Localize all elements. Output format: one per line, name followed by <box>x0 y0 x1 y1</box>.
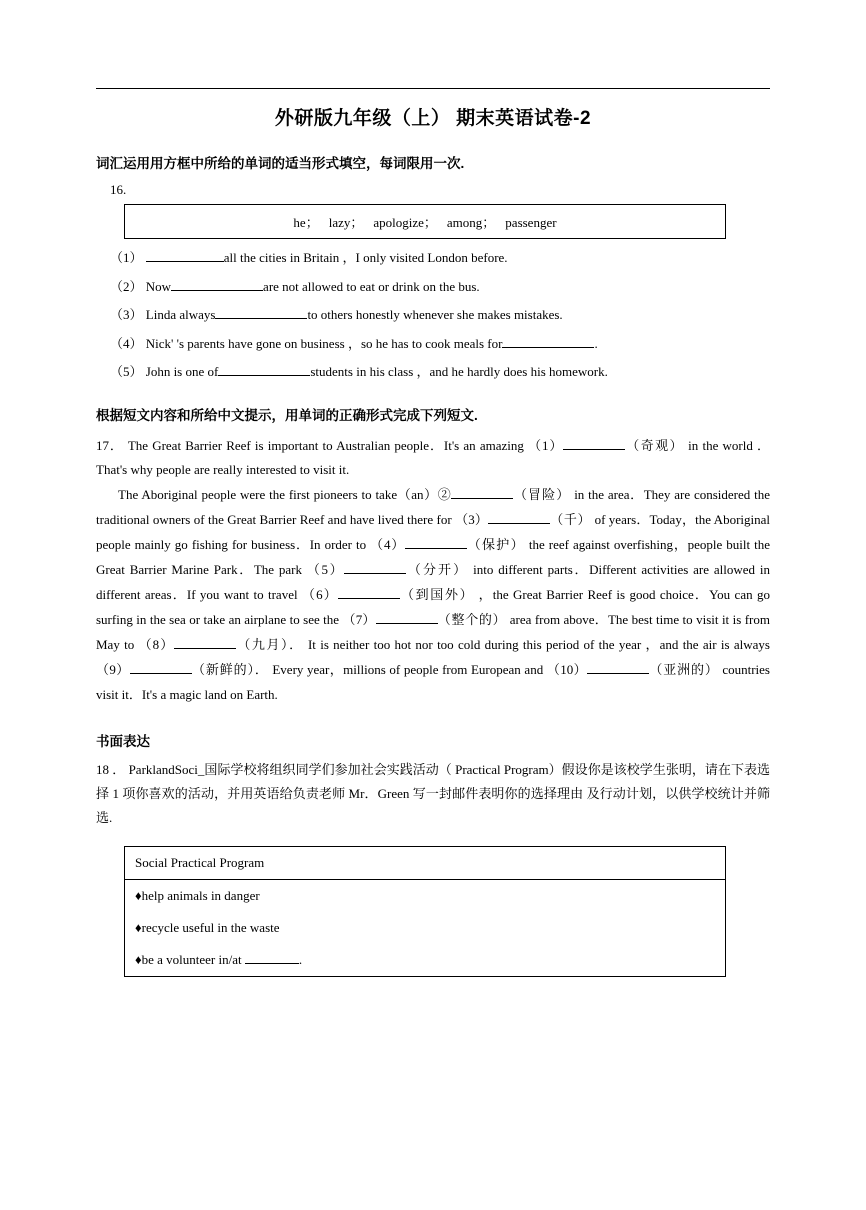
item-text-before: Nick' 's parents have gone on business ，so he has to cook meals for <box>145 335 503 351</box>
question-number-16: 16. <box>110 182 127 197</box>
answer-blank[interactable] <box>218 375 310 376</box>
word-bank-item: he； <box>293 215 319 230</box>
passage-text: The Aboriginal people were the first pioneers to take（an） <box>118 487 438 503</box>
writing-prompt <box>96 758 770 830</box>
word-bank-item: apologize； <box>373 215 437 230</box>
section-heading-vocabulary: 词汇运用用方框中所给的单词的适当形式填空，每词限用一次. <box>96 156 465 171</box>
chinese-hint: （保护） <box>466 537 525 553</box>
passage-text: into different parts．Different activities are allowed in different areas．If you want to travel <box>96 562 770 603</box>
chinese-hint: （整个的） <box>437 612 507 628</box>
chinese-hint: （奇观） <box>625 437 684 453</box>
fill-item-5 <box>110 362 770 382</box>
chinese-hint: （新鲜的）． <box>191 662 269 678</box>
passage-text: countries visit it．It's a magic land on Earth. <box>96 662 770 703</box>
blank-number: （6） <box>301 587 338 603</box>
item-text: are not allowed to eat or drink on the bus. <box>263 278 480 294</box>
writing-prompt-text: ParklandSoci_国际学校将组织同学们参加社会实践活动（ Practical Program）假设你是该校学生张明，请在下表选择 1 项你喜欢的活动，并用英语给负责老师 Mr．Green 写一封邮件表明你的选择理由 及行动计划，以供学校统计并筛选. <box>96 761 770 826</box>
answer-blank[interactable] <box>215 318 307 319</box>
program-item-tail: . <box>298 952 303 968</box>
answer-blank[interactable] <box>587 673 649 674</box>
chinese-hint: （九月）． <box>236 637 304 653</box>
program-table-header: Social Practical Program <box>125 847 725 880</box>
passage-text: in the area．They are considered the traditional owners of the Great Barrier Reef and have lived there for <box>96 487 770 528</box>
blank-number: ② <box>437 487 452 503</box>
question-number-18: 18 ． <box>96 761 126 777</box>
answer-blank[interactable] <box>376 623 438 624</box>
word-bank-item: lazy； <box>328 215 364 230</box>
blank-number: （5） <box>306 562 345 578</box>
item-label: （2） <box>110 278 143 294</box>
answer-blank[interactable] <box>130 673 192 674</box>
answer-blank[interactable] <box>171 290 263 291</box>
document-page <box>0 88 866 1210</box>
chinese-hint: （千） <box>550 512 592 528</box>
answer-blank[interactable] <box>405 548 467 549</box>
answer-blank[interactable] <box>563 449 625 450</box>
blank-number: （7） <box>342 612 376 628</box>
passage-text: of years．Today，the Aboriginal people mainly go fishing for business．In order to <box>96 512 771 553</box>
program-table <box>124 846 726 977</box>
passage-text: ，the Great Barrier Reef is good choice．You can go surfing in the sea or take an airplane to see the <box>96 587 770 628</box>
blank-number: （10） <box>546 662 587 678</box>
program-item[interactable] <box>125 944 725 976</box>
answer-blank[interactable] <box>451 498 513 499</box>
answer-blank[interactable] <box>488 523 550 524</box>
item-text-before: John is one of <box>145 364 219 379</box>
question-number-17: 17． <box>96 437 124 453</box>
passage-text: in the world ．That's why people are really interested to visit it. <box>96 437 771 478</box>
section-heading-writing: 书面表达 <box>96 733 150 749</box>
item-text-before: Linda always <box>145 307 216 322</box>
fill-item-1 <box>110 248 770 268</box>
chinese-hint: （分开） <box>406 562 469 578</box>
passage-text: the reef against overfishing，people built the Great Barrier Marine Park．The park <box>96 537 770 578</box>
answer-blank[interactable] <box>174 648 236 649</box>
section-heading-cloze: 根据短文内容和所给中文提示，用单词的正确形式完成下列短文. <box>96 407 478 423</box>
blank-number: （4） <box>370 537 405 553</box>
item-label: （5） <box>110 364 143 379</box>
item-text-before: Now <box>145 278 172 294</box>
fill-item-3 <box>110 305 770 325</box>
answer-blank[interactable] <box>146 261 224 262</box>
word-bank-item: among； <box>446 215 496 230</box>
chinese-hint: （冒险） <box>513 487 571 503</box>
passage-text: The Great Barrier Reef is important to Australian people．It's an amazing <box>127 437 524 453</box>
blank-number: （8） <box>138 637 175 653</box>
word-bank-item: passenger <box>505 215 557 230</box>
blank-number: （3） <box>455 512 489 528</box>
chinese-hint: （亚洲的） <box>648 662 719 678</box>
title-divider <box>96 88 770 89</box>
item-text: students in his class ，and he hardly does his homework. <box>310 364 608 379</box>
item-label: （4） <box>110 335 143 351</box>
item-text: all the cities in Britain ，I only visited London before. <box>223 250 508 265</box>
passage-paragraph-2 <box>96 483 770 708</box>
answer-blank[interactable] <box>344 573 406 574</box>
passage-text: Every year，millions of people from European and <box>272 662 544 678</box>
answer-blank[interactable] <box>502 347 594 348</box>
passage-question-17 <box>96 434 770 708</box>
word-bank-box <box>124 204 726 239</box>
program-item[interactable]: ♦recycle useful in the waste <box>135 920 280 936</box>
item-text: . <box>594 335 598 351</box>
item-label: （3） <box>110 307 143 322</box>
passage-text: It is neither too hot nor too cold during this period of the year ，and the air is always <box>307 637 770 653</box>
item-text: to others honestly whenever she makes mistakes. <box>307 307 563 322</box>
answer-blank[interactable] <box>245 963 299 964</box>
fill-item-2 <box>110 277 770 297</box>
passage-text: area from above．The best time to visit it is from May to <box>96 612 770 653</box>
program-item[interactable]: ♦help animals in danger <box>135 888 260 904</box>
answer-blank[interactable] <box>338 598 400 599</box>
program-item-label: ♦be a volunteer in/at <box>135 952 242 968</box>
chinese-hint: （到国外） <box>399 587 475 603</box>
blank-number: （9） <box>96 662 130 678</box>
fill-item-4 <box>110 334 770 354</box>
passage-paragraph-1 <box>96 434 770 484</box>
page-title: 外研版九年级（上） 期末英语试卷-2 <box>274 108 592 129</box>
blank-number: （1） <box>528 437 564 453</box>
item-label: （1） <box>110 250 143 265</box>
